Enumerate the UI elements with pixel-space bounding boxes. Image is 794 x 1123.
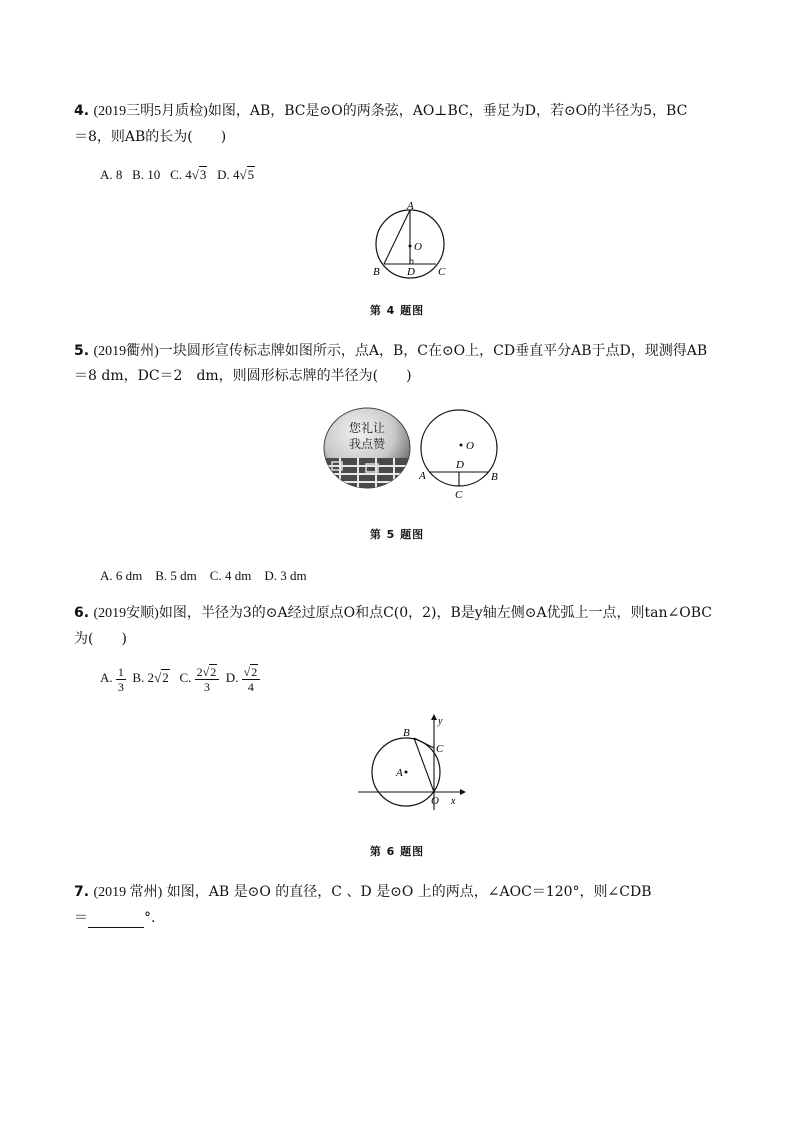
q6-label-a: A bbox=[396, 767, 403, 779]
q6-option-a: A. $\frac{1}{3}$ bbox=[100, 664, 124, 694]
q4-text2: ＝8，则AB的长为( ) bbox=[74, 129, 227, 145]
q4-caption: 第 4 题图 bbox=[369, 304, 425, 317]
q6-label-o: O bbox=[431, 795, 439, 807]
q5-source: (2019衢州) bbox=[93, 344, 159, 359]
q7-text1: 如图，AB 是⊙O 的直径，C 、D 是⊙O 上的两点，∠AOC＝120°，则∠CDB bbox=[162, 884, 652, 900]
q5-label-c: C bbox=[455, 489, 463, 501]
q6-label-x: x bbox=[451, 796, 456, 807]
q7-answer-blank[interactable] bbox=[88, 913, 144, 928]
q5-sign-image bbox=[322, 406, 412, 490]
q6-option-b: B. 2√2 bbox=[132, 669, 169, 685]
q7-line1 bbox=[74, 882, 652, 903]
q5-label-a: A bbox=[419, 470, 426, 482]
q4-label-b: B bbox=[373, 266, 380, 278]
q6-coordinate-diagram bbox=[352, 712, 472, 812]
q5-label-o: O bbox=[466, 440, 474, 452]
q7-text2-pre: ＝ bbox=[74, 910, 88, 926]
q4-label-a: A bbox=[407, 200, 414, 212]
q6-number: 6. bbox=[74, 605, 90, 621]
q7-line2 bbox=[74, 908, 155, 928]
q4-source: (2019三明5月质检) bbox=[93, 104, 208, 119]
q6-options bbox=[100, 664, 260, 694]
q5-text1: 一块圆形宣传标志牌如图所示，点A，B，C在⊙O上，CD垂直平分AB于点D，现测得AB bbox=[158, 343, 708, 359]
q4-option-a: A. 8 bbox=[100, 167, 123, 182]
q4-figure bbox=[364, 196, 454, 286]
q5-figure bbox=[412, 402, 512, 502]
q4-options bbox=[100, 166, 255, 183]
q7-source: (2019 常州) bbox=[93, 885, 163, 900]
q6-label-b: B bbox=[403, 727, 410, 739]
q5-number: 5. bbox=[74, 343, 90, 359]
q5-sign-text1: 您礼让 bbox=[348, 421, 386, 435]
q6-source: (2019安顺) bbox=[93, 606, 159, 621]
q6-text2: 为( ) bbox=[74, 631, 127, 647]
q6-caption: 第 6 题图 bbox=[369, 845, 425, 858]
q4-option-c: C. 4√3 bbox=[170, 167, 207, 182]
q6-line1 bbox=[74, 603, 712, 624]
q6-label-y: y bbox=[438, 716, 443, 727]
q4-option-b: B. 10 bbox=[132, 167, 161, 182]
q6-label-c: C bbox=[436, 743, 444, 755]
q4-option-d: D. 4√5 bbox=[217, 167, 255, 182]
q6-figure bbox=[352, 712, 472, 812]
q5-line2 bbox=[74, 366, 412, 386]
q4-label-o: O bbox=[414, 241, 422, 253]
q4-line2 bbox=[74, 127, 226, 147]
q5-sign-photo bbox=[322, 406, 412, 490]
q6-line2 bbox=[74, 629, 127, 649]
q4-label-d: D bbox=[407, 266, 415, 278]
q6-option-d: D. $\frac{√2}{4}$ bbox=[226, 670, 260, 685]
q5-label-b: B bbox=[491, 471, 498, 483]
q4-line1 bbox=[74, 101, 687, 122]
q5-options: A. 6 dm B. 5 dm C. 4 dm D. 3 dm bbox=[100, 568, 307, 583]
q6-text1: 如图，半径为3的⊙A经过原点O和点C(0，2)，B是y轴左侧⊙A优弧上一点，则tan∠OBC bbox=[158, 605, 713, 621]
q6-option-c: C. $\frac{2√2}{3}$ bbox=[179, 670, 219, 685]
q4-text1: 如图，AB，BC是⊙O的两条弦，AO⊥BC，垂足为D，若⊙O的半径为5，BC bbox=[207, 103, 688, 119]
q4-number: 4. bbox=[74, 103, 90, 119]
q5-text2: ＝8 dm，DC＝2 dm，则圆形标志牌的半径为( ) bbox=[74, 368, 412, 384]
q4-circle-diagram bbox=[364, 196, 454, 286]
q4-label-c: C bbox=[438, 266, 446, 278]
q5-caption: 第 5 题图 bbox=[369, 528, 425, 541]
q5-circle-diagram bbox=[412, 402, 512, 502]
q5-sign-text2: 我点赞 bbox=[348, 437, 386, 451]
q7-text2-post: °. bbox=[144, 910, 156, 926]
q5-label-d: D bbox=[456, 459, 464, 471]
q5-line1 bbox=[74, 341, 707, 362]
q7-number: 7. bbox=[74, 884, 90, 900]
